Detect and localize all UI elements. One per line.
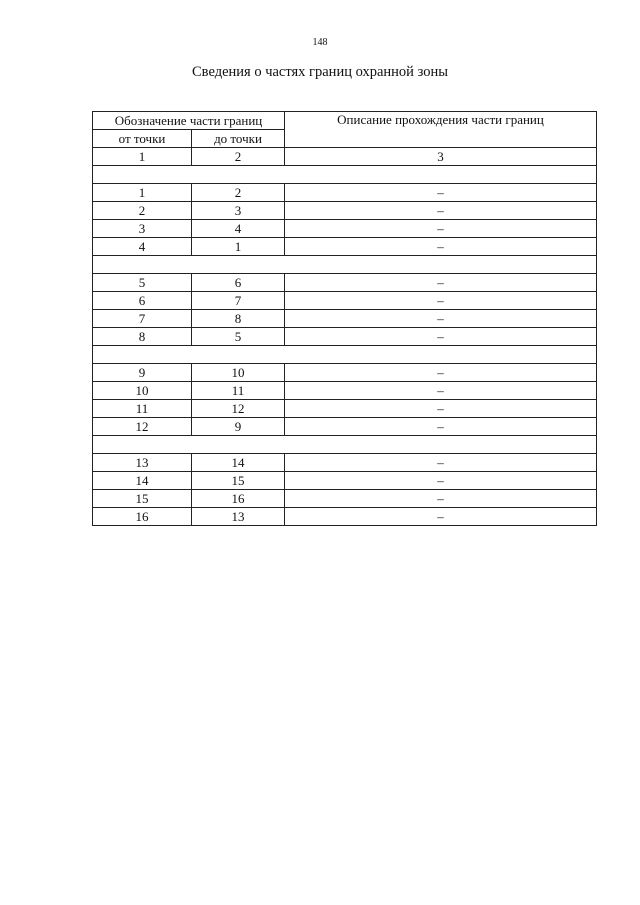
description-cell: – bbox=[285, 328, 597, 346]
header-part-designation: Обозначение части границ bbox=[93, 112, 285, 130]
to-point-cell: 10 bbox=[192, 364, 285, 382]
from-point-cell: 8 bbox=[93, 328, 192, 346]
table-row bbox=[93, 310, 597, 328]
header-row bbox=[93, 112, 597, 130]
to-point-cell: 2 bbox=[192, 184, 285, 202]
group-separator-cell bbox=[93, 166, 597, 184]
group-separator-row bbox=[93, 436, 597, 454]
header-from-point: от точки bbox=[93, 130, 192, 148]
group-separator-cell bbox=[93, 346, 597, 364]
to-point-cell: 1 bbox=[192, 238, 285, 256]
description-cell: – bbox=[285, 490, 597, 508]
from-point-cell: 2 bbox=[93, 202, 192, 220]
group-separator-cell bbox=[93, 436, 597, 454]
description-cell: – bbox=[285, 184, 597, 202]
group-separator-row bbox=[93, 346, 597, 364]
description-cell: – bbox=[285, 508, 597, 526]
from-point-cell: 12 bbox=[93, 418, 192, 436]
to-point-cell: 8 bbox=[192, 310, 285, 328]
to-point-cell: 6 bbox=[192, 274, 285, 292]
table-body bbox=[93, 112, 597, 526]
header-to-point: до точки bbox=[192, 130, 285, 148]
table-row bbox=[93, 364, 597, 382]
to-point-cell: 15 bbox=[192, 472, 285, 490]
from-point-cell: 13 bbox=[93, 454, 192, 472]
description-cell: – bbox=[285, 364, 597, 382]
table-row bbox=[93, 328, 597, 346]
description-cell: – bbox=[285, 400, 597, 418]
table-row bbox=[93, 274, 597, 292]
from-point-cell: 4 bbox=[93, 238, 192, 256]
table-row bbox=[93, 382, 597, 400]
table-row bbox=[93, 472, 597, 490]
to-point-cell: 3 bbox=[192, 202, 285, 220]
table-row bbox=[93, 508, 597, 526]
from-point-cell: 9 bbox=[93, 364, 192, 382]
from-point-cell: 1 bbox=[93, 184, 192, 202]
from-point-cell: 11 bbox=[93, 400, 192, 418]
to-point-cell: 12 bbox=[192, 400, 285, 418]
column-number: 3 bbox=[285, 148, 597, 166]
table-row bbox=[93, 400, 597, 418]
header-part-description: Описание прохождения части границ bbox=[285, 112, 597, 148]
to-point-cell: 7 bbox=[192, 292, 285, 310]
to-point-cell: 5 bbox=[192, 328, 285, 346]
table-row bbox=[93, 292, 597, 310]
document-title: Сведения о частях границ охранной зоны bbox=[192, 64, 448, 80]
from-point-cell: 7 bbox=[93, 310, 192, 328]
description-cell: – bbox=[285, 418, 597, 436]
group-separator-row bbox=[93, 166, 597, 184]
table-row bbox=[93, 220, 597, 238]
description-cell: – bbox=[285, 238, 597, 256]
from-point-cell: 14 bbox=[93, 472, 192, 490]
description-cell: – bbox=[285, 220, 597, 238]
from-point-cell: 16 bbox=[93, 508, 192, 526]
to-point-cell: 4 bbox=[192, 220, 285, 238]
column-number: 1 bbox=[93, 148, 192, 166]
table-row bbox=[93, 454, 597, 472]
table-row bbox=[93, 418, 597, 436]
description-cell: – bbox=[285, 472, 597, 490]
column-number-row bbox=[93, 148, 597, 166]
description-cell: – bbox=[285, 292, 597, 310]
description-cell: – bbox=[285, 454, 597, 472]
description-cell: – bbox=[285, 310, 597, 328]
from-point-cell: 15 bbox=[93, 490, 192, 508]
table-row bbox=[93, 238, 597, 256]
column-number: 2 bbox=[192, 148, 285, 166]
to-point-cell: 11 bbox=[192, 382, 285, 400]
table-row bbox=[93, 184, 597, 202]
description-cell: – bbox=[285, 202, 597, 220]
to-point-cell: 16 bbox=[192, 490, 285, 508]
table-row bbox=[93, 202, 597, 220]
boundary-parts-table bbox=[92, 111, 597, 526]
description-cell: – bbox=[285, 274, 597, 292]
group-separator-cell bbox=[93, 256, 597, 274]
from-point-cell: 5 bbox=[93, 274, 192, 292]
table-row bbox=[93, 490, 597, 508]
from-point-cell: 6 bbox=[93, 292, 192, 310]
to-point-cell: 14 bbox=[192, 454, 285, 472]
to-point-cell: 13 bbox=[192, 508, 285, 526]
description-cell: – bbox=[285, 382, 597, 400]
page-number: 148 bbox=[312, 37, 328, 48]
from-point-cell: 3 bbox=[93, 220, 192, 238]
group-separator-row bbox=[93, 256, 597, 274]
to-point-cell: 9 bbox=[192, 418, 285, 436]
from-point-cell: 10 bbox=[93, 382, 192, 400]
